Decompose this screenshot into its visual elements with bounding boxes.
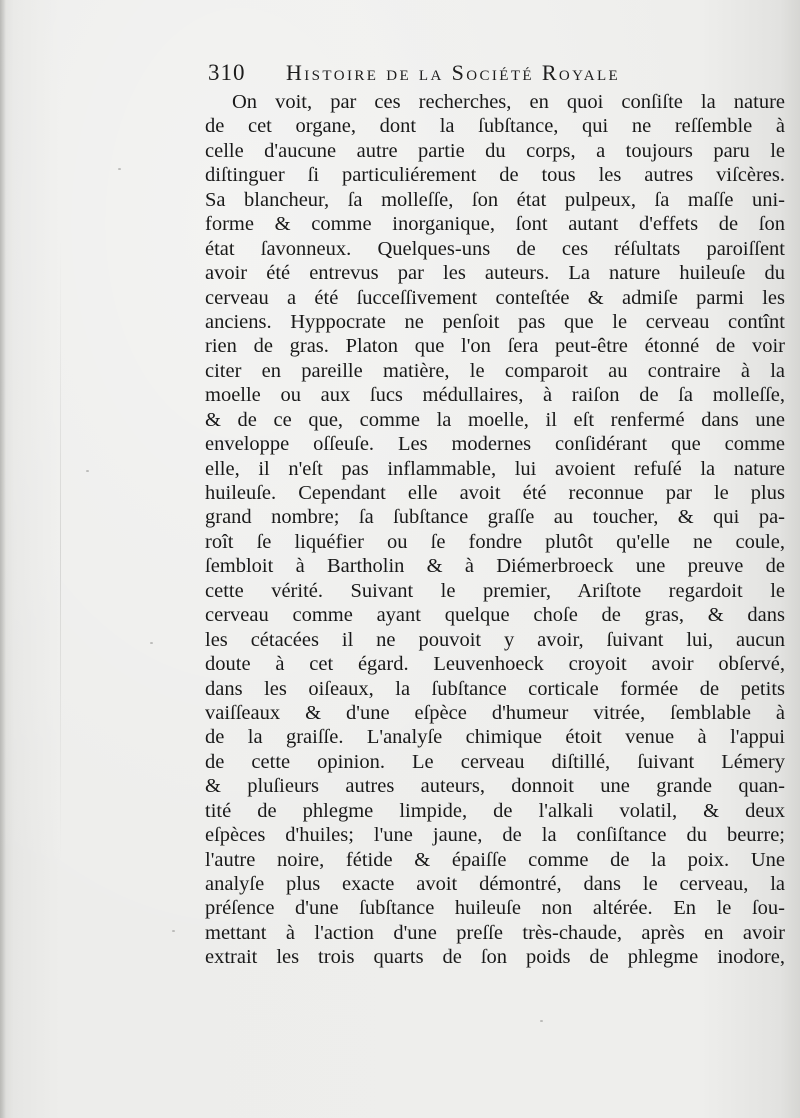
text-line: doute à cet égard. Leuvenhoeck croyoit avoir obſervé, xyxy=(205,653,785,676)
text-line: celle d'aucune autre partie du corps, a toujours paru le xyxy=(205,139,785,162)
text-line: cette vérité. Suivant le premier, Ariſtote regardoit le xyxy=(205,579,785,602)
text-line: moelle ou aux ſucs médullaires, à raiſon de ſa molleſſe, xyxy=(205,384,785,407)
text-line: anciens. Hyppocrate ne penſoit pas que le cerveau contînt xyxy=(205,310,785,333)
running-title: Histoire de la Société Royale xyxy=(286,60,621,85)
paper-speck xyxy=(118,168,121,170)
text-line: elle, il n'eſt pas inflammable, lui avoient refuſé la nature xyxy=(205,457,785,480)
text-line: ſembloit à Bartholin & à Diémerbroeck une preuve de xyxy=(205,555,785,578)
text-line: tité de phlegme limpide, de l'alkali volatil, & deux xyxy=(205,799,785,822)
text-line: l'autre noire, fétide & épaiſſe comme de la poix. Une xyxy=(205,848,785,871)
text-line: dans les oiſeaux, la ſubſtance corticale formée de petits xyxy=(205,677,785,700)
paper-speck xyxy=(86,470,89,472)
text-line: roît ſe liquéfier ou ſe fondre plutôt qu'elle ne coule, xyxy=(205,530,785,553)
text-line: forme & comme inorganique, ſont autant d'effets de ſon xyxy=(205,213,785,236)
text-line: les cétacées il ne pouvoit y avoir, ſuivant lui, aucun xyxy=(205,628,785,651)
text-line: vaiſſeaux & d'une eſpèce d'humeur vitrée, ſemblable à xyxy=(205,701,785,724)
text-line: de cet organe, dont la ſubſtance, qui ne reſſemble à xyxy=(205,115,785,138)
text-line: analyſe plus exacte avoit démontré, dans le cerveau, la xyxy=(205,873,785,895)
page-number: 310 xyxy=(208,60,246,85)
text-line: & de ce que, comme la moelle, il eſt renfermé dans une xyxy=(205,408,785,431)
text-line: enveloppe oſſeuſe. Les modernes conſidérant que comme xyxy=(205,433,785,456)
text-line: état ſavonneux. Quelques-uns de ces réſultats paroiſſent xyxy=(205,237,785,260)
text-line: On voit, par ces recherches, en quoi conſiſte la nature xyxy=(232,91,785,113)
text-line: rien de gras. Platon que l'on ſera peut-être étonné de voir xyxy=(205,335,785,358)
text-line: Sa blancheur, ſa molleſſe, ſon état pulpeux, ſa maſſe uni- xyxy=(205,188,785,211)
text-line: grand nombre; ſa ſubſtance graſſe au toucher, & qui pa- xyxy=(205,506,785,529)
text-line: de la graiſſe. L'analyſe chimique étoit venue à l'appui xyxy=(205,726,785,749)
text-line: diſtinguer ſi particuliérement de tous les autres viſcères. xyxy=(205,164,785,187)
running-header xyxy=(208,60,768,92)
paper-crease xyxy=(60,240,61,860)
text-line: eſpèces d'huiles; l'une jaune, de la conſiſtance du beurre; xyxy=(205,824,785,847)
text-line: préſence d'une ſubſtance huileuſe non altérée. En le ſou- xyxy=(205,897,785,920)
text-line: huileuſe. Cependant elle avoit été reconnue par le plus xyxy=(205,482,785,504)
text-line: avoir été entrevus par les auteurs. La nature huileuſe du xyxy=(205,262,785,285)
text-line: extrait les trois quarts de ſon poids de phlegme inodore, xyxy=(205,946,785,969)
text-line: de cette opinion. Le cerveau diſtillé, ſuivant Lémery xyxy=(205,750,785,773)
paper-speck xyxy=(172,930,175,932)
page-gutter-shadow xyxy=(0,0,6,1118)
body-text xyxy=(205,90,785,970)
text-line: mettant à l'action d'une preſſe très-chaude, après en avoir xyxy=(205,921,785,944)
text-line: cerveau comme ayant quelque choſe de gras, & dans xyxy=(205,604,785,627)
text-line: citer en pareille matière, le comparoit au contraire à la xyxy=(205,359,785,382)
text-line: & pluſieurs autres auteurs, donnoit une grande quan- xyxy=(205,775,785,798)
paper-speck xyxy=(540,1020,543,1022)
paper-speck xyxy=(150,642,153,644)
text-line: cerveau a été ſucceſſivement conteſtée & admiſe parmi les xyxy=(205,286,785,309)
